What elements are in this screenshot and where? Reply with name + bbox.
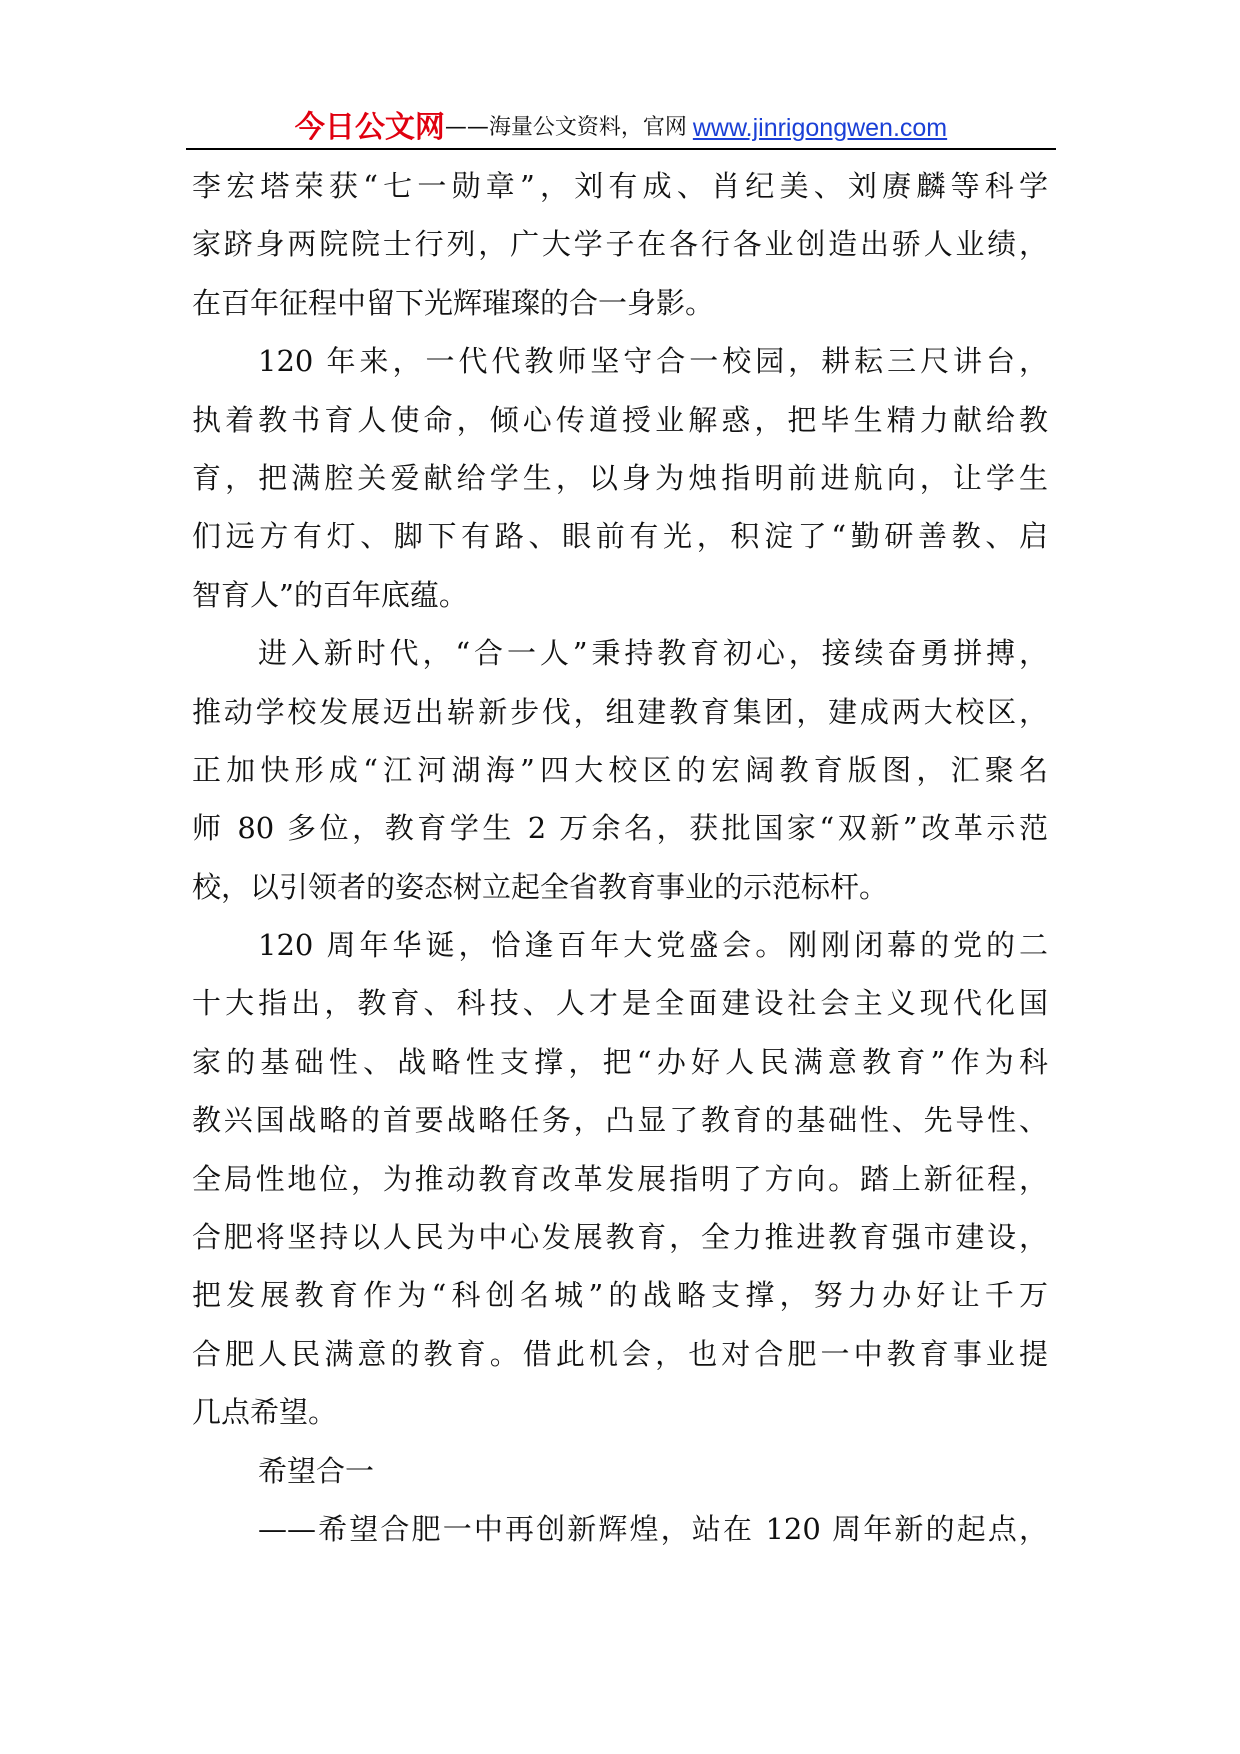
text-line: 把发展教育作为“科创名城”的战略支撑，努力办好让千万 xyxy=(192,1278,1048,1313)
text-line: 十大指出，教育、科技、人才是全面建设社会主义现代化国 xyxy=(192,986,1048,1021)
text-line: 在百年征程中留下光辉璀璨的合一身影。 xyxy=(192,285,715,320)
text-line: 全局性地位，为推动教育改革发展指明了方向。踏上新征程， xyxy=(192,1161,1048,1196)
site-brand: 今日公文网 xyxy=(294,110,445,145)
text-line: 们远方有灯、脚下有路、眼前有光，积淀了“勤研善教、启 xyxy=(192,519,1048,554)
text-line: 合肥人民满意的教育。借此机会，也对合肥一中教育事业提 xyxy=(192,1336,1048,1371)
page-header xyxy=(186,106,1056,150)
text-line: 家的基础性、战略性支撑，把“办好人民满意教育”作为科 xyxy=(192,1044,1048,1079)
text-line: ——希望合肥一中再创新辉煌，站在 120 周年新的起点， xyxy=(258,1511,1048,1546)
header-dash: —— xyxy=(444,115,489,140)
text-line: 校，以引领者的姿态树立起全省教育事业的示范标杆。 xyxy=(192,869,889,904)
text-line: 家跻身两院院士行列，广大学子在各行各业创造出骄人业绩， xyxy=(192,227,1048,262)
text-line: 执着教书育人使命，倾心传道授业解惑，把毕生精力献给教 xyxy=(192,402,1048,437)
text-line: 育，把满腔关爱献给学生，以身为烛指明前进航向，让学生 xyxy=(192,460,1048,495)
text-line: 120 年来，一代代教师坚守合一校园，耕耘三尺讲台， xyxy=(258,344,1048,379)
text-line: 师 80 多位，教育学生 2 万余名，获批国家“双新”改革示范 xyxy=(192,811,1048,846)
text-line: 李宏塔荣获“七一勋章”，刘有成、肖纪美、刘赓麟等科学 xyxy=(192,169,1048,203)
text-line: 教兴国战略的首要战略任务，凸显了教育的基础性、先导性、 xyxy=(192,1103,1048,1138)
text-line: 120 周年华诞，恰逢百年大党盛会。刚刚闭幕的党的二 xyxy=(258,928,1048,963)
header-description: 海量公文资料，官网 xyxy=(488,115,687,140)
text-line: 几点希望。 xyxy=(192,1395,338,1430)
document-body xyxy=(192,157,1048,1558)
text-line: 希望合一 xyxy=(258,1453,375,1488)
text-line: 智育人”的百年底蕴。 xyxy=(192,577,468,612)
text-line: 正加快形成“江河湖海”四大校区的宏阔教育版图，汇聚名 xyxy=(192,752,1048,787)
text-line: 合肥将坚持以人民为中心发展教育，全力推进教育强市建设， xyxy=(192,1220,1048,1255)
text-line: 进入新时代，“合一人”秉持教育初心，接续奋勇拼搏， xyxy=(258,636,1048,671)
site-url-link[interactable]: www.jinrigongwen.com xyxy=(692,114,948,142)
text-line: 推动学校发展迈出崭新步伐，组建教育集团，建成两大校区， xyxy=(192,694,1048,729)
